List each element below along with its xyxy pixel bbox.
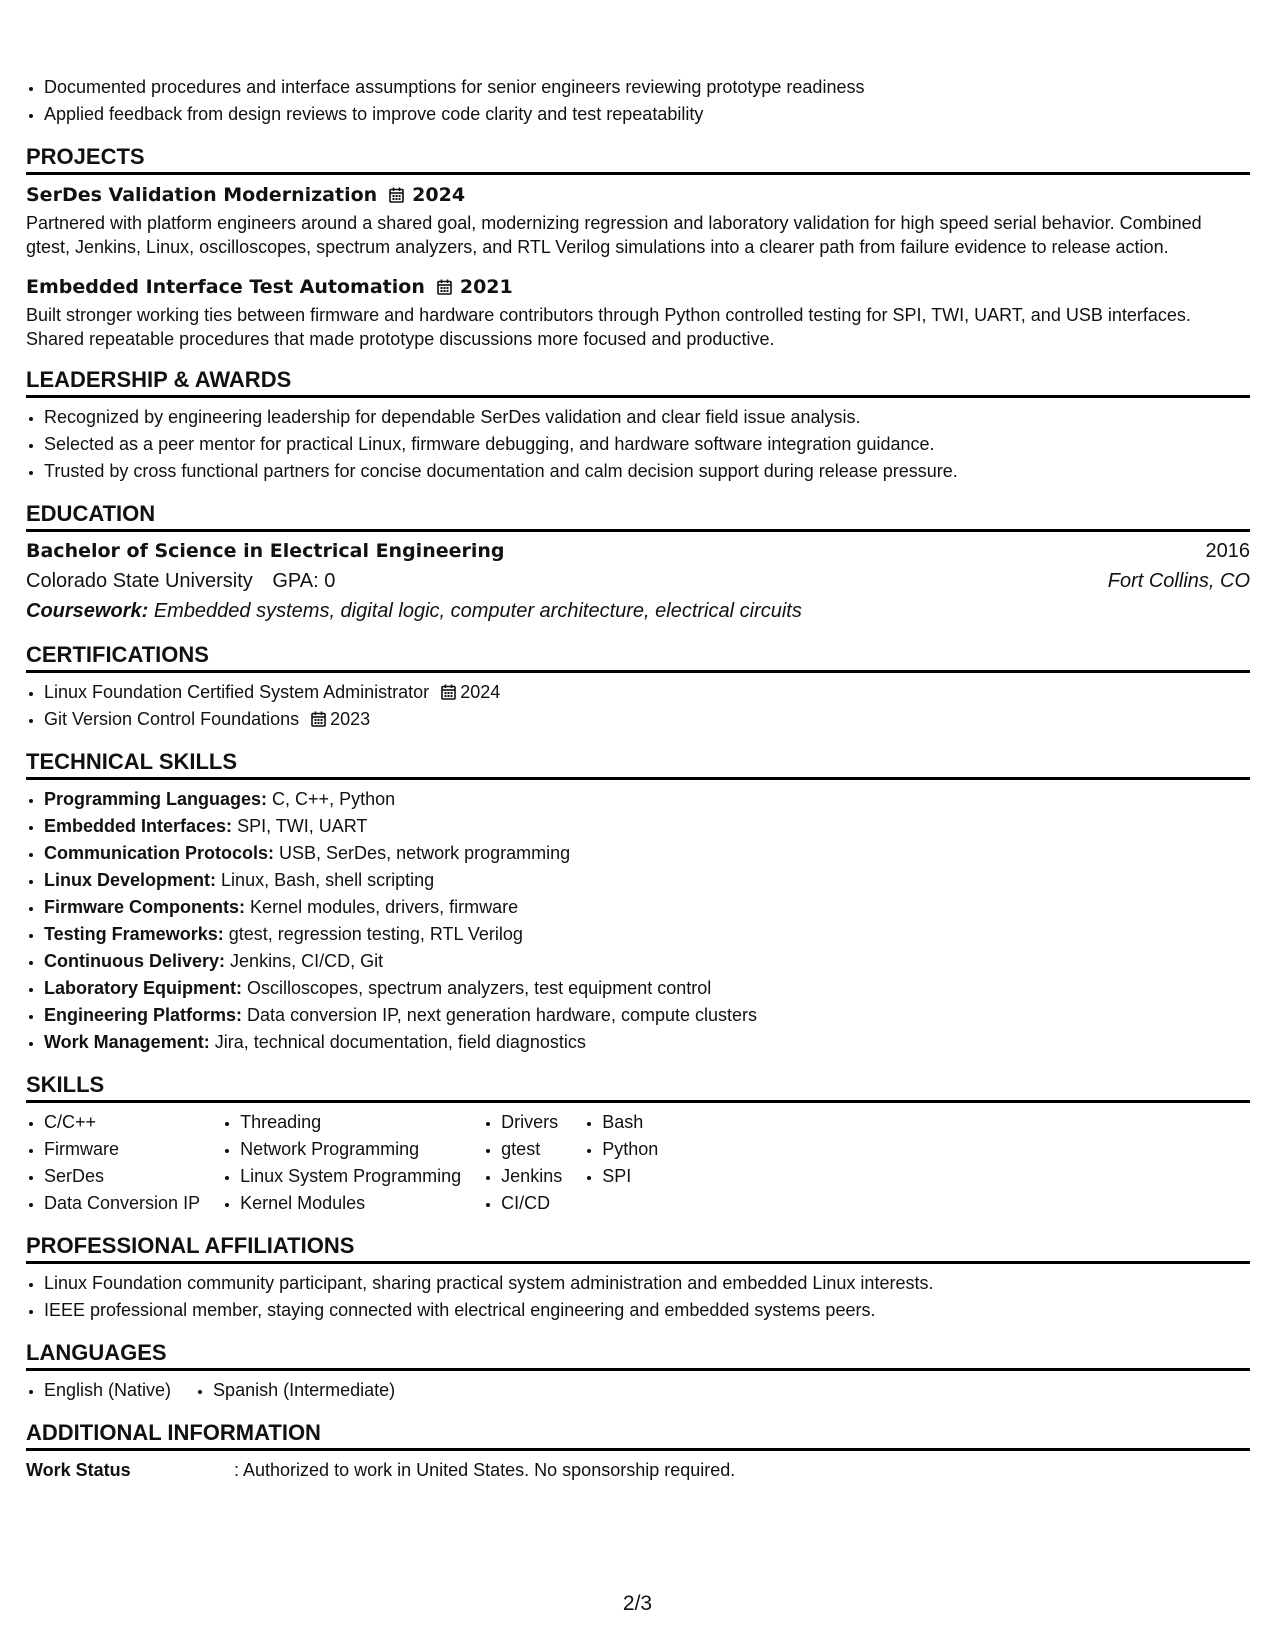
school-location: Fort Collins, CO bbox=[1107, 570, 1250, 592]
list-item bbox=[44, 1002, 1250, 1029]
list-item: • Threading bbox=[240, 1109, 461, 1136]
additional-info-section bbox=[26, 1418, 1250, 1484]
project-description: Partnered with platform engineers around a shared goal, modernizing regression and laboratory validation for high speed serial behavior. Combined gtest, Jenkins, Linux, oscilloscopes, spectrum analyzers, and RTL Verilog simulations into a clearer path from failure evidence to release action. bbox=[26, 213, 1202, 257]
list-item bbox=[44, 894, 1250, 921]
section-title: TECHNICAL SKILLS bbox=[26, 747, 1250, 780]
calendar-icon bbox=[311, 711, 326, 727]
skill-value: USB, SerDes, network programming bbox=[279, 843, 571, 863]
skills-column bbox=[26, 1109, 200, 1217]
skill-label: Programming Languages: bbox=[44, 789, 268, 809]
section-title: EDUCATION bbox=[26, 499, 1250, 532]
list-item: • Linux Foundation community participant, sharing practical system administration and embedded Linux interests. bbox=[44, 1270, 1250, 1297]
skill-label: Work Management: bbox=[44, 1032, 210, 1052]
calendar-icon bbox=[437, 279, 452, 295]
project-name: SerDes Validation Modernization bbox=[26, 184, 378, 206]
technical-skills-section bbox=[26, 747, 1250, 1056]
certification-year: 2023 bbox=[330, 709, 371, 729]
list-item: • English (Native) bbox=[44, 1377, 171, 1404]
skill-label: Continuous Delivery: bbox=[44, 951, 226, 971]
list-item bbox=[44, 706, 1250, 733]
list-item bbox=[44, 975, 1250, 1002]
school-name: Colorado State University bbox=[26, 570, 253, 592]
list-item bbox=[44, 1029, 1250, 1056]
coursework: Embedded systems, digital logic, computer architecture, electrical circuits bbox=[153, 600, 802, 622]
list-item: • Documented procedures and interface assumptions for senior engineers reviewing prototype readiness bbox=[44, 74, 1250, 101]
skills-column bbox=[222, 1109, 461, 1217]
list-item: • gtest bbox=[501, 1136, 562, 1163]
certifications-section bbox=[26, 640, 1250, 733]
calendar-icon bbox=[441, 684, 456, 700]
list-item: • Linux System Programming bbox=[240, 1163, 461, 1190]
calendar-icon bbox=[389, 187, 404, 203]
list-item: • Drivers bbox=[501, 1109, 562, 1136]
list-item bbox=[44, 679, 1250, 706]
leadership-section bbox=[26, 365, 1250, 485]
skill-label: Embedded Interfaces: bbox=[44, 816, 233, 836]
section-title: SKILLS bbox=[26, 1070, 1250, 1103]
list-item bbox=[44, 813, 1250, 840]
list-item: • Network Programming bbox=[240, 1136, 461, 1163]
skill-label: Communication Protocols: bbox=[44, 843, 275, 863]
project-year: 2021 bbox=[459, 276, 513, 298]
section-title: LEADERSHIP & AWARDS bbox=[26, 365, 1250, 398]
list-item: • Python bbox=[602, 1136, 658, 1163]
list-item: • Trusted by cross functional partners for concise documentation and calm decision support during release pressure. bbox=[44, 458, 1250, 485]
skill-label: Testing Frameworks: bbox=[44, 924, 224, 944]
list-item: • CI/CD bbox=[501, 1190, 562, 1217]
skill-value: Kernel modules, drivers, firmware bbox=[250, 897, 519, 917]
skills-column bbox=[584, 1109, 658, 1217]
skill-value: Data conversion IP, next generation hardware, compute clusters bbox=[247, 1005, 757, 1025]
project-description: Built stronger working ties between firmware and hardware contributors through Python controlled testing for SPI, TWI, UART, and USB interfaces. Shared repeatable procedures that made prototype discussions more focused and productive. bbox=[26, 305, 1191, 349]
list-item: • Firmware bbox=[44, 1136, 200, 1163]
skill-label: Firmware Components: bbox=[44, 897, 246, 917]
list-item: • Selected as a peer mentor for practical Linux, firmware debugging, and hardware software integration guidance. bbox=[44, 431, 1250, 458]
list-item bbox=[44, 786, 1250, 813]
list-item: • Applied feedback from design reviews to improve code clarity and test repeatability bbox=[44, 101, 1250, 128]
certification-year: 2024 bbox=[460, 682, 501, 702]
list-item bbox=[44, 948, 1250, 975]
certification-name: Linux Foundation Certified System Administrator bbox=[44, 682, 430, 702]
list-item: • IEEE professional member, staying connected with electrical engineering and embedded systems peers. bbox=[44, 1297, 1250, 1324]
skill-label: Laboratory Equipment: bbox=[44, 978, 243, 998]
list-item: • SerDes bbox=[44, 1163, 200, 1190]
skill-value: gtest, regression testing, RTL Verilog bbox=[228, 924, 523, 944]
skills-section bbox=[26, 1070, 1250, 1217]
section-title: LANGUAGES bbox=[26, 1338, 1250, 1371]
list-item: • C/C++ bbox=[44, 1109, 200, 1136]
graduation-year: 2016 bbox=[1205, 540, 1250, 562]
languages-section bbox=[26, 1338, 1250, 1404]
list-item: • Spanish (Intermediate) bbox=[213, 1377, 395, 1404]
page-number: 2/3 bbox=[622, 1592, 653, 1615]
education-section bbox=[26, 499, 1250, 626]
gpa: GPA: 0 bbox=[272, 570, 336, 592]
project-item bbox=[26, 181, 1250, 259]
project-name: Embedded Interface Test Automation bbox=[26, 276, 425, 298]
project-item bbox=[26, 273, 1250, 351]
section-title: ADDITIONAL INFORMATION bbox=[26, 1418, 1250, 1451]
list-item: • Recognized by engineering leadership for dependable SerDes validation and clear field issue analysis. bbox=[44, 404, 1250, 431]
list-item bbox=[44, 921, 1250, 948]
certification-name: Git Version Control Foundations bbox=[44, 709, 300, 729]
section-title: PROJECTS bbox=[26, 142, 1250, 175]
degree: Bachelor of Science in Electrical Engineering bbox=[26, 540, 505, 562]
affiliations-section bbox=[26, 1231, 1250, 1324]
experience-bullets bbox=[26, 74, 1250, 128]
coursework-label: Coursework: bbox=[26, 600, 149, 622]
list-item: • Kernel Modules bbox=[240, 1190, 461, 1217]
list-item: • Jenkins bbox=[501, 1163, 562, 1190]
list-item: • Bash bbox=[602, 1109, 658, 1136]
skill-value: Linux, Bash, shell scripting bbox=[221, 870, 435, 890]
section-title: CERTIFICATIONS bbox=[26, 640, 1250, 673]
skills-column bbox=[483, 1109, 562, 1217]
skill-label: Linux Development: bbox=[44, 870, 217, 890]
skill-value: C, C++, Python bbox=[272, 789, 396, 809]
work-status-value: : Authorized to work in United States. No sponsorship required. bbox=[234, 1460, 736, 1480]
skill-value: SPI, TWI, UART bbox=[237, 816, 368, 836]
work-status-label: Work Status bbox=[26, 1460, 131, 1480]
skill-label: Engineering Platforms: bbox=[44, 1005, 243, 1025]
list-item bbox=[44, 867, 1250, 894]
list-item: • Data Conversion IP bbox=[44, 1190, 200, 1217]
resume-page bbox=[26, 74, 1250, 1484]
skill-value: Jira, technical documentation, field diagnostics bbox=[214, 1032, 586, 1052]
skill-value: Jenkins, CI/CD, Git bbox=[230, 951, 384, 971]
section-title: PROFESSIONAL AFFILIATIONS bbox=[26, 1231, 1250, 1264]
project-year: 2024 bbox=[412, 184, 466, 206]
skill-value: Oscilloscopes, spectrum analyzers, test equipment control bbox=[247, 978, 712, 998]
list-item: • SPI bbox=[602, 1163, 658, 1190]
list-item bbox=[44, 840, 1250, 867]
projects-section bbox=[26, 142, 1250, 351]
